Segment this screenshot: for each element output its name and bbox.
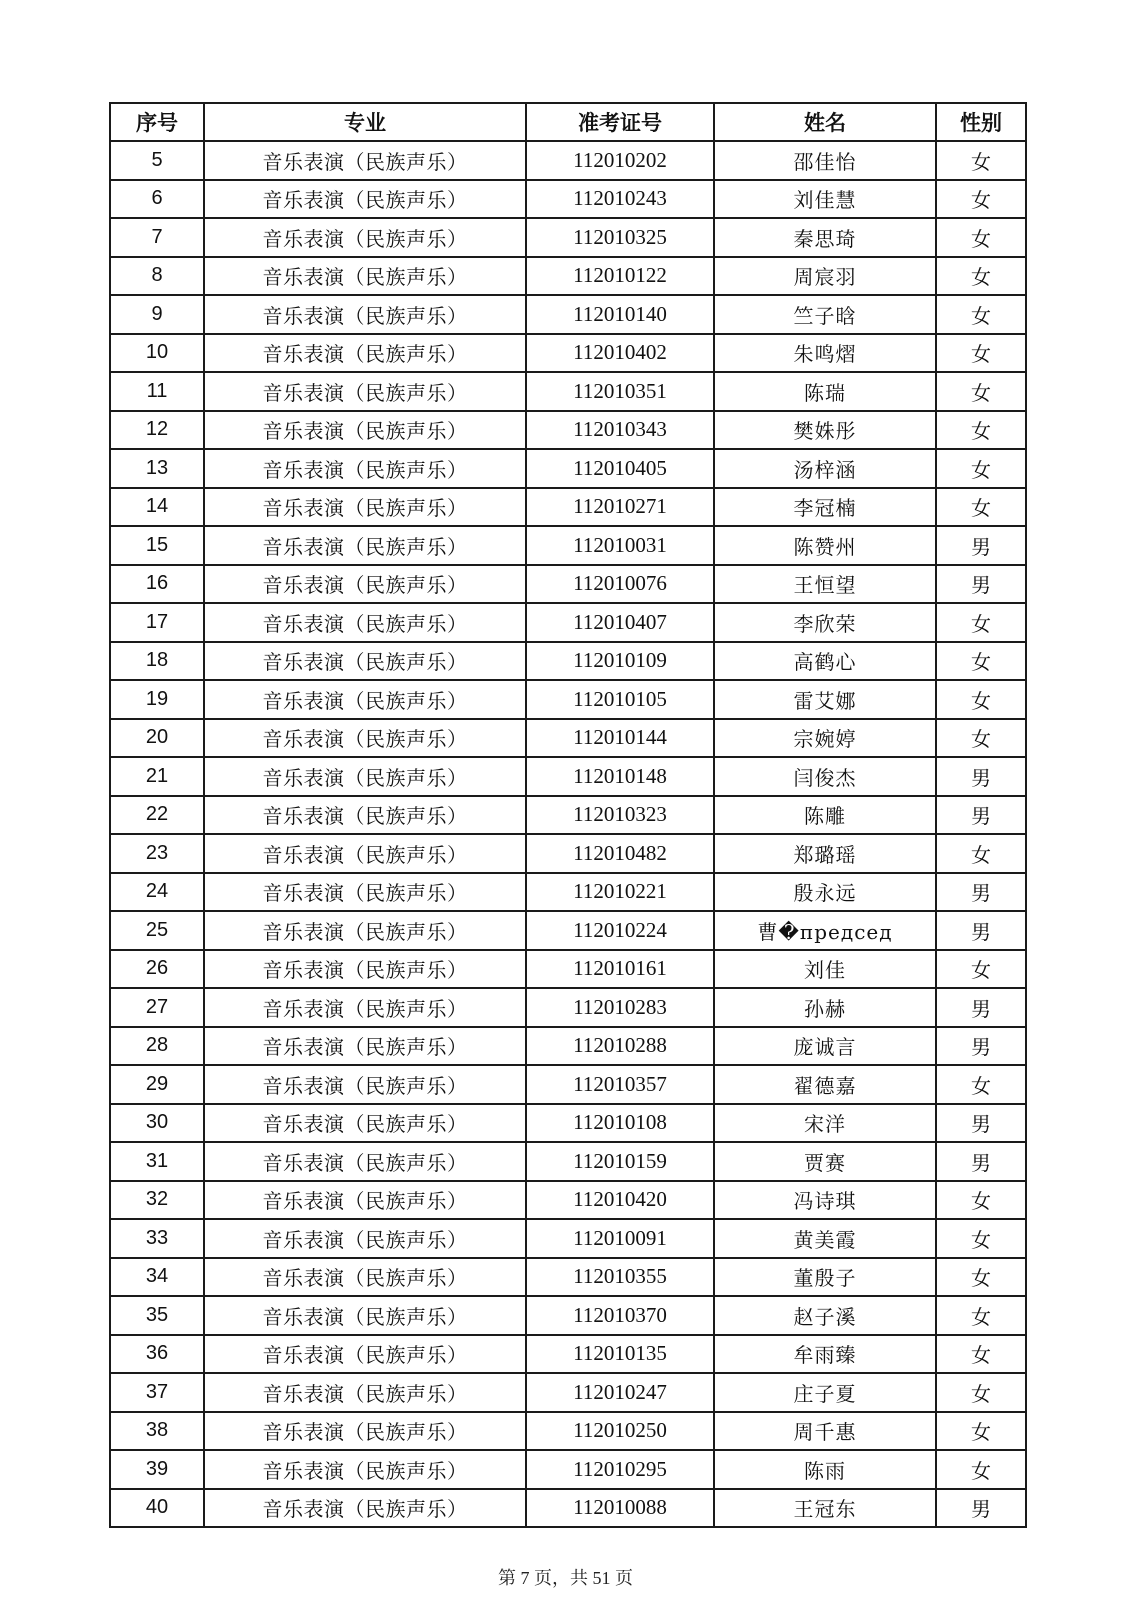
table-row [110,411,1026,450]
cell-exam-id: 112010407 [526,603,714,642]
cell-major: 音乐表演（民族声乐） [204,603,526,642]
cell-exam-id: 112010288 [526,1027,714,1066]
cell-exam-id: 112010405 [526,449,714,488]
cell-no: 18 [110,642,204,681]
cell-major: 音乐表演（民族声乐） [204,1142,526,1181]
cell-no: 16 [110,565,204,604]
cell-exam-id: 112010159 [526,1142,714,1181]
cell-gender: 女 [936,295,1026,334]
cell-gender: 男 [936,911,1026,950]
cell-major: 音乐表演（民族声乐） [204,565,526,604]
cell-name: 邵佳怡 [714,141,936,180]
cell-no: 39 [110,1450,204,1489]
table-row [110,796,1026,835]
cell-name: 赵子溪 [714,1296,936,1335]
cell-gender: 男 [936,526,1026,565]
cell-exam-id: 112010108 [526,1104,714,1143]
cell-no: 34 [110,1258,204,1297]
table-row [110,449,1026,488]
cell-gender: 女 [936,1412,1026,1451]
table-header [110,103,1026,141]
table-row [110,603,1026,642]
cell-name: 汤梓涵 [714,449,936,488]
cell-name: 竺子晗 [714,295,936,334]
cell-exam-id: 112010243 [526,180,714,219]
cell-name: 曹�председ [714,911,936,950]
cell-name: 翟德嘉 [714,1065,936,1104]
table-row [110,757,1026,796]
table-row [110,950,1026,989]
cell-gender: 女 [936,411,1026,450]
cell-major: 音乐表演（民族声乐） [204,334,526,373]
cell-gender: 女 [936,642,1026,681]
table-row [110,988,1026,1027]
cell-name: 贾赛 [714,1142,936,1181]
cell-exam-id: 112010221 [526,873,714,912]
cell-exam-id: 112010355 [526,1258,714,1297]
table-row [110,911,1026,950]
table-row [110,680,1026,719]
table-row [110,642,1026,681]
cell-major: 音乐表演（民族声乐） [204,1104,526,1143]
table-row [110,372,1026,411]
table-row [110,1450,1026,1489]
cell-gender: 女 [936,950,1026,989]
cell-no: 12 [110,411,204,450]
cell-exam-id: 112010325 [526,218,714,257]
table-row [110,873,1026,912]
cell-name: 郑璐瑶 [714,834,936,873]
cell-exam-id: 112010283 [526,988,714,1027]
cell-no: 13 [110,449,204,488]
cell-gender: 男 [936,757,1026,796]
header-exam-id: 准考证号 [526,103,714,141]
cell-major: 音乐表演（民族声乐） [204,141,526,180]
cell-no: 7 [110,218,204,257]
cell-gender: 男 [936,565,1026,604]
table-row [110,1142,1026,1181]
cell-major: 音乐表演（民族声乐） [204,449,526,488]
cell-exam-id: 112010140 [526,295,714,334]
cell-name: 陈雨 [714,1450,936,1489]
cell-major: 音乐表演（民族声乐） [204,680,526,719]
cell-exam-id: 112010247 [526,1373,714,1412]
cell-major: 音乐表演（民族声乐） [204,719,526,758]
table-row [110,488,1026,527]
cell-exam-id: 112010148 [526,757,714,796]
header-name: 姓名 [714,103,936,141]
cell-exam-id: 112010135 [526,1335,714,1374]
cell-gender: 女 [936,680,1026,719]
cell-no: 5 [110,141,204,180]
table-row [110,1065,1026,1104]
cell-no: 29 [110,1065,204,1104]
cell-gender: 女 [936,1219,1026,1258]
table-row [110,1373,1026,1412]
cell-no: 26 [110,950,204,989]
cell-name: 李欣荣 [714,603,936,642]
cell-gender: 女 [936,257,1026,296]
cell-no: 14 [110,488,204,527]
cell-major: 音乐表演（民族声乐） [204,180,526,219]
cell-name: 董殷子 [714,1258,936,1297]
cell-major: 音乐表演（民族声乐） [204,372,526,411]
cell-name: 陈瑞 [714,372,936,411]
cell-name: 孙赫 [714,988,936,1027]
cell-gender: 女 [936,603,1026,642]
cell-name: 黄美霞 [714,1219,936,1258]
cell-no: 17 [110,603,204,642]
table-row [110,218,1026,257]
cell-no: 19 [110,680,204,719]
cell-no: 22 [110,796,204,835]
table-row [110,1296,1026,1335]
cell-gender: 女 [936,141,1026,180]
cell-exam-id: 112010076 [526,565,714,604]
cell-name: 宗婉婷 [714,719,936,758]
cell-no: 15 [110,526,204,565]
cell-name: 樊姝彤 [714,411,936,450]
cell-major: 音乐表演（民族声乐） [204,911,526,950]
table-row [110,719,1026,758]
cell-gender: 女 [936,449,1026,488]
cell-no: 30 [110,1104,204,1143]
cell-exam-id: 112010250 [526,1412,714,1451]
cell-name: 王冠东 [714,1489,936,1528]
cell-major: 音乐表演（民族声乐） [204,988,526,1027]
cell-no: 36 [110,1335,204,1374]
table-row [110,565,1026,604]
cell-gender: 男 [936,1489,1026,1528]
cell-major: 音乐表演（民族声乐） [204,757,526,796]
page-number: 第 7 页，共 51 页 [498,1568,633,1588]
cell-exam-id: 112010161 [526,950,714,989]
header-no: 序号 [110,103,204,141]
cell-exam-id: 112010323 [526,796,714,835]
cell-gender: 男 [936,873,1026,912]
cell-major: 音乐表演（民族声乐） [204,1489,526,1528]
cell-exam-id: 112010370 [526,1296,714,1335]
cell-no: 8 [110,257,204,296]
cell-gender: 女 [936,1065,1026,1104]
cell-name: 庞诚言 [714,1027,936,1066]
cell-gender: 女 [936,1373,1026,1412]
cell-exam-id: 112010357 [526,1065,714,1104]
table-row [110,1104,1026,1143]
cell-no: 25 [110,911,204,950]
cell-major: 音乐表演（民族声乐） [204,411,526,450]
cell-major: 音乐表演（民族声乐） [204,1219,526,1258]
cell-name: 宋洋 [714,1104,936,1143]
table-row [110,1027,1026,1066]
table-row [110,257,1026,296]
cell-exam-id: 112010482 [526,834,714,873]
cell-no: 38 [110,1412,204,1451]
cell-name: 闫俊杰 [714,757,936,796]
cell-no: 32 [110,1181,204,1220]
cell-no: 28 [110,1027,204,1066]
cell-gender: 女 [936,488,1026,527]
cell-no: 35 [110,1296,204,1335]
cell-gender: 男 [936,796,1026,835]
cell-exam-id: 112010105 [526,680,714,719]
cell-major: 音乐表演（民族声乐） [204,642,526,681]
cell-major: 音乐表演（民族声乐） [204,1065,526,1104]
cell-exam-id: 112010088 [526,1489,714,1528]
cell-exam-id: 112010295 [526,1450,714,1489]
cell-major: 音乐表演（民族声乐） [204,257,526,296]
table-row [110,1335,1026,1374]
cell-name: 刘佳 [714,950,936,989]
cell-major: 音乐表演（民族声乐） [204,1335,526,1374]
cell-no: 10 [110,334,204,373]
table-row [110,141,1026,180]
cell-major: 音乐表演（民族声乐） [204,796,526,835]
cell-exam-id: 112010031 [526,526,714,565]
cell-gender: 女 [936,1181,1026,1220]
cell-name: 李冠楠 [714,488,936,527]
cell-no: 9 [110,295,204,334]
cell-name: 朱鸣熠 [714,334,936,373]
cell-gender: 女 [936,218,1026,257]
cell-name: 秦思琦 [714,218,936,257]
cell-exam-id: 112010122 [526,257,714,296]
cell-name: 陈雕 [714,796,936,835]
cell-major: 音乐表演（民族声乐） [204,218,526,257]
cell-name: 高鹤心 [714,642,936,681]
cell-exam-id: 112010402 [526,334,714,373]
cell-exam-id: 112010091 [526,1219,714,1258]
cell-no: 20 [110,719,204,758]
cell-name: 殷永远 [714,873,936,912]
cell-no: 27 [110,988,204,1027]
cell-major: 音乐表演（民族声乐） [204,950,526,989]
cell-no: 24 [110,873,204,912]
cell-exam-id: 112010109 [526,642,714,681]
cell-name: 周千惠 [714,1412,936,1451]
cell-gender: 女 [936,719,1026,758]
cell-exam-id: 112010351 [526,372,714,411]
cell-gender: 男 [936,1104,1026,1143]
cell-name: 陈赞州 [714,526,936,565]
cell-major: 音乐表演（民族声乐） [204,1296,526,1335]
cell-name: 冯诗琪 [714,1181,936,1220]
cell-no: 23 [110,834,204,873]
cell-gender: 女 [936,1296,1026,1335]
admission-list-table [109,102,1027,1528]
table-row [110,1219,1026,1258]
table-row [110,526,1026,565]
cell-gender: 女 [936,1335,1026,1374]
cell-gender: 男 [936,1027,1026,1066]
cell-major: 音乐表演（民族声乐） [204,526,526,565]
cell-no: 6 [110,180,204,219]
cell-name: 牟雨臻 [714,1335,936,1374]
header-row [110,103,1026,141]
cell-gender: 男 [936,988,1026,1027]
cell-gender: 女 [936,1258,1026,1297]
cell-major: 音乐表演（民族声乐） [204,1181,526,1220]
table-row [110,295,1026,334]
cell-name: 刘佳慧 [714,180,936,219]
cell-major: 音乐表演（民族声乐） [204,834,526,873]
cell-exam-id: 112010420 [526,1181,714,1220]
cell-major: 音乐表演（民族声乐） [204,1450,526,1489]
cell-name: 庄子夏 [714,1373,936,1412]
table-row [110,1489,1026,1528]
cell-name: 周宸羽 [714,257,936,296]
table-body [110,141,1026,1527]
header-gender: 性别 [936,103,1026,141]
cell-no: 21 [110,757,204,796]
cell-major: 音乐表演（民族声乐） [204,873,526,912]
cell-exam-id: 112010271 [526,488,714,527]
cell-gender: 女 [936,334,1026,373]
cell-no: 40 [110,1489,204,1528]
cell-major: 音乐表演（民族声乐） [204,295,526,334]
table-row [110,1181,1026,1220]
cell-exam-id: 112010224 [526,911,714,950]
cell-exam-id: 112010144 [526,719,714,758]
table-row [110,334,1026,373]
cell-no: 37 [110,1373,204,1412]
cell-name: 王恒望 [714,565,936,604]
table-row [110,180,1026,219]
cell-major: 音乐表演（民族声乐） [204,1412,526,1451]
cell-major: 音乐表演（民族声乐） [204,488,526,527]
cell-exam-id: 112010343 [526,411,714,450]
table-row [110,1412,1026,1451]
cell-gender: 女 [936,180,1026,219]
cell-major: 音乐表演（民族声乐） [204,1027,526,1066]
cell-name: 雷艾娜 [714,680,936,719]
cell-gender: 男 [936,1142,1026,1181]
cell-gender: 女 [936,834,1026,873]
cell-no: 11 [110,372,204,411]
cell-gender: 女 [936,372,1026,411]
cell-major: 音乐表演（民族声乐） [204,1258,526,1297]
cell-no: 33 [110,1219,204,1258]
table-row [110,834,1026,873]
header-major: 专业 [204,103,526,141]
cell-major: 音乐表演（民族声乐） [204,1373,526,1412]
cell-exam-id: 112010202 [526,141,714,180]
cell-gender: 女 [936,1450,1026,1489]
table-row [110,1258,1026,1297]
cell-no: 31 [110,1142,204,1181]
